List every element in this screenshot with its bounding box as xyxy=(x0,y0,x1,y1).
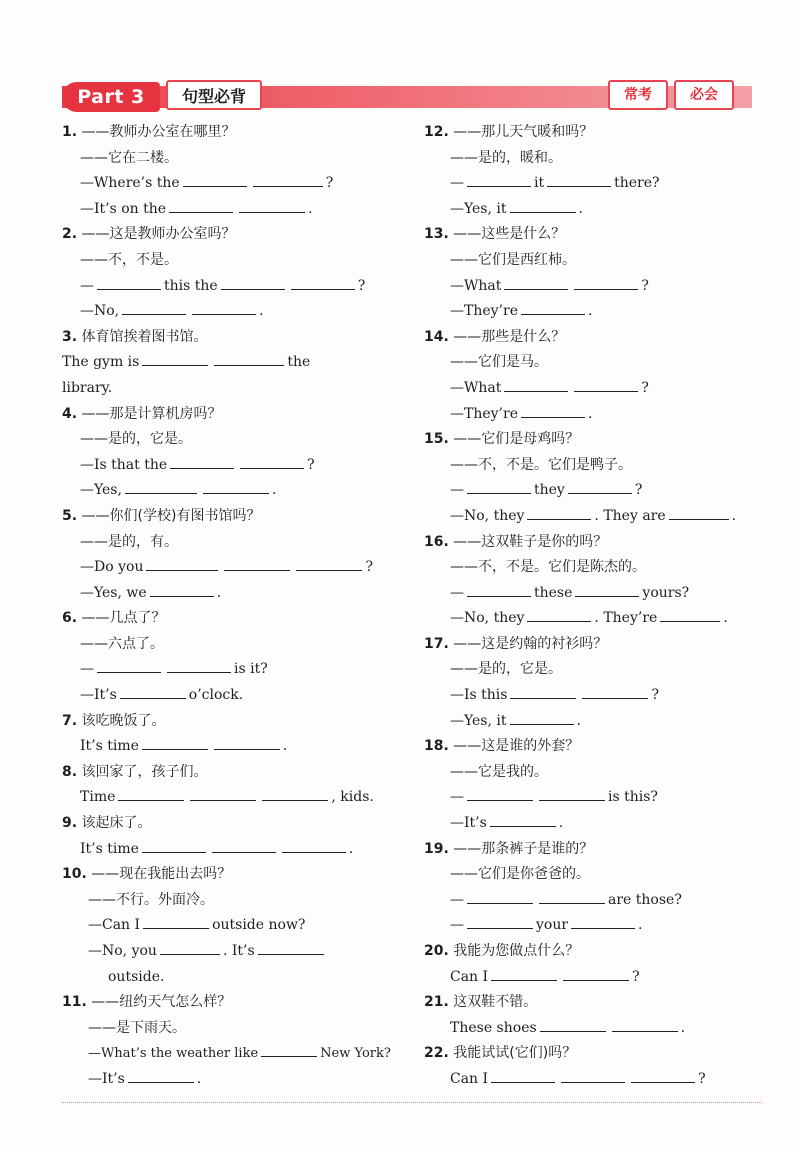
footer-divider xyxy=(62,1102,762,1103)
text: — xyxy=(80,277,94,294)
blank[interactable] xyxy=(467,582,531,597)
question-7 xyxy=(62,709,407,735)
question-18 xyxy=(424,734,764,760)
blank[interactable] xyxy=(575,582,639,597)
question-20 xyxy=(424,939,764,965)
english-line xyxy=(424,683,764,709)
question-prompt: ——这是约翰的衬衫吗？ xyxy=(453,635,608,652)
text: these xyxy=(534,584,573,601)
question-prompt: 这双鞋不错。 xyxy=(453,994,538,1011)
english-line xyxy=(62,478,407,504)
text: —Do you xyxy=(80,559,144,576)
blank[interactable] xyxy=(261,1042,317,1057)
blank[interactable] xyxy=(97,658,161,673)
text: . xyxy=(680,1019,686,1036)
question-prompt: 我能试试(它们)吗？ xyxy=(453,1045,577,1062)
text: —It’s xyxy=(88,1070,125,1087)
text: . xyxy=(308,200,313,217)
text: ? xyxy=(325,175,334,192)
english-line xyxy=(424,376,764,402)
text: — xyxy=(450,482,464,499)
answer-line: ——它们是西红柿。 xyxy=(450,251,576,268)
english-line xyxy=(62,1041,407,1067)
blank[interactable] xyxy=(467,172,531,187)
question-prompt: ——纽约天气怎么样？ xyxy=(91,994,232,1011)
english-line xyxy=(424,581,764,607)
text: —It’s xyxy=(450,815,487,832)
blank[interactable] xyxy=(467,914,533,929)
text: . It’s xyxy=(222,943,255,959)
text: it xyxy=(534,175,545,192)
answer-line: ——六点了。 xyxy=(80,635,164,652)
text: New York? xyxy=(320,1046,391,1062)
text: —No, you xyxy=(88,943,157,959)
english-line xyxy=(62,657,407,683)
english-line xyxy=(424,888,764,914)
question-1 xyxy=(62,120,407,146)
blank[interactable] xyxy=(212,838,276,853)
text: These shoes xyxy=(450,1019,537,1036)
answer-line: ——是的，暖和。 xyxy=(450,149,562,166)
answer-line: ——是的，它是。 xyxy=(80,431,192,448)
text: — xyxy=(80,661,94,678)
text: ? xyxy=(357,277,366,294)
blank[interactable] xyxy=(467,479,531,494)
question-15 xyxy=(424,427,764,453)
question-5 xyxy=(62,504,407,530)
blank[interactable] xyxy=(192,300,256,315)
blank[interactable] xyxy=(539,786,605,801)
blank[interactable] xyxy=(240,454,304,469)
question-prompt: ——你们(学校)有图书馆吗？ xyxy=(81,507,261,524)
blank[interactable] xyxy=(170,454,234,469)
blank[interactable] xyxy=(142,735,208,750)
blank[interactable] xyxy=(540,1017,606,1032)
section-header xyxy=(62,80,762,112)
question-number: 15. xyxy=(424,431,449,448)
blank[interactable] xyxy=(467,889,533,904)
text: there? xyxy=(614,175,660,192)
question-prompt: ——那些是什么？ xyxy=(453,328,566,345)
text: , kids. xyxy=(331,789,374,806)
answer-line: ——不，不是。它们是陈杰的。 xyxy=(450,559,646,576)
question-prompt: 我能为您做点什么？ xyxy=(453,943,580,959)
english-line xyxy=(62,785,407,811)
question-21 xyxy=(424,990,764,1016)
question-10 xyxy=(62,862,407,888)
text: —Is that the xyxy=(80,456,168,473)
english-line xyxy=(62,171,407,197)
question-prompt: 该吃晚饭了。 xyxy=(81,712,166,729)
english-line xyxy=(424,1067,764,1093)
blank[interactable] xyxy=(224,556,290,571)
text: —No, they xyxy=(450,507,525,524)
text: ? xyxy=(698,1070,706,1087)
blank[interactable] xyxy=(190,786,256,801)
english-line xyxy=(62,683,407,709)
question-number: 21. xyxy=(424,994,449,1011)
text: It’s time xyxy=(80,840,139,857)
blank[interactable] xyxy=(169,198,233,213)
english-line xyxy=(62,734,407,760)
text: —Yes, it xyxy=(450,200,507,217)
text: — xyxy=(450,584,464,601)
blank[interactable] xyxy=(521,403,585,418)
text: —No, they xyxy=(450,610,525,627)
question-prompt: ——这是谁的外套？ xyxy=(453,738,580,755)
text: . xyxy=(259,303,264,320)
text: Can I xyxy=(450,968,489,985)
text: ? xyxy=(634,482,643,499)
blank[interactable] xyxy=(539,889,605,904)
english-line xyxy=(62,299,407,325)
question-prompt: ——那是计算机房吗？ xyxy=(81,405,222,422)
text: . xyxy=(216,584,222,601)
question-number: 5. xyxy=(62,507,78,524)
text: . xyxy=(576,712,581,729)
question-number: 18. xyxy=(424,738,449,755)
question-number: 16. xyxy=(424,533,449,550)
text: — xyxy=(450,175,464,192)
text: —They’re xyxy=(450,405,518,422)
blank[interactable] xyxy=(660,607,720,622)
english-line xyxy=(62,274,407,300)
text: . xyxy=(558,815,564,832)
question-prompt: 该回家了，孩子们。 xyxy=(81,763,208,780)
text: —No, xyxy=(80,303,120,320)
answer-line: ——是的，有。 xyxy=(80,533,178,550)
blank[interactable] xyxy=(504,275,568,290)
text: o’clock. xyxy=(188,687,244,704)
question-8 xyxy=(62,760,407,786)
blank[interactable] xyxy=(510,198,576,213)
blank[interactable] xyxy=(490,812,556,827)
english-line xyxy=(424,274,764,300)
right-column xyxy=(424,120,764,1093)
english-line xyxy=(424,785,764,811)
question-number: 19. xyxy=(424,840,449,857)
question-prompt: 体育馆挨着图书馆。 xyxy=(81,328,208,345)
blank[interactable] xyxy=(160,940,220,955)
question-prompt: ——现在我能出去吗？ xyxy=(91,866,232,883)
question-number: 13. xyxy=(424,226,449,243)
english-line xyxy=(62,453,407,479)
question-3 xyxy=(62,325,407,351)
blank[interactable] xyxy=(527,505,591,520)
blank[interactable] xyxy=(120,684,186,699)
text: The gym is xyxy=(62,354,140,371)
text: . They’re xyxy=(594,610,658,627)
english-line xyxy=(424,913,764,939)
text: ? xyxy=(365,559,373,576)
blank[interactable] xyxy=(142,838,206,853)
blank[interactable] xyxy=(291,275,355,290)
blank[interactable] xyxy=(582,684,648,699)
text: —Yes, we xyxy=(80,584,147,601)
english-line xyxy=(424,402,764,428)
question-number: 20. xyxy=(424,943,449,959)
blank[interactable] xyxy=(253,172,323,187)
question-prompt: ——这双鞋子是你的吗？ xyxy=(453,533,608,550)
text: —What’s the weather like xyxy=(88,1046,259,1062)
question-number: 8. xyxy=(62,763,78,780)
text: . xyxy=(271,482,277,499)
blank[interactable] xyxy=(504,377,568,392)
english-line: outside. xyxy=(108,968,165,985)
english-line xyxy=(424,965,764,991)
english-line xyxy=(424,504,764,530)
text: —Yes, it xyxy=(450,712,507,729)
blank[interactable] xyxy=(282,838,346,853)
question-prompt: ——这是教师办公室吗？ xyxy=(81,226,236,243)
left-column xyxy=(62,120,407,1093)
blank[interactable] xyxy=(258,940,324,955)
question-prompt: ——那儿天气暖和吗？ xyxy=(453,124,594,140)
text: —Can I xyxy=(88,917,141,934)
blank[interactable] xyxy=(125,479,197,494)
blank[interactable] xyxy=(167,658,231,673)
blank[interactable] xyxy=(521,300,585,315)
blank[interactable] xyxy=(214,351,284,366)
question-number: 4. xyxy=(62,405,78,422)
question-number: 11. xyxy=(62,994,87,1011)
text: the xyxy=(287,354,311,371)
text: are those? xyxy=(608,891,682,908)
text: —Where’s the xyxy=(80,175,180,192)
question-number: 12. xyxy=(424,124,449,140)
english-line xyxy=(424,606,764,632)
blank[interactable] xyxy=(561,1068,625,1083)
blank[interactable] xyxy=(568,479,632,494)
english-line xyxy=(62,555,407,581)
text: . They are xyxy=(594,507,666,524)
english-line xyxy=(62,939,407,965)
blank[interactable] xyxy=(146,556,218,571)
blank[interactable] xyxy=(571,914,635,929)
answer-line: ——不行。外面冷。 xyxy=(88,891,214,908)
text: yours? xyxy=(642,584,690,601)
question-number: 7. xyxy=(62,712,78,729)
answer-line: ——它是我的。 xyxy=(450,763,548,780)
question-number: 6. xyxy=(62,610,78,627)
text: —Yes, xyxy=(80,482,122,499)
english-line xyxy=(62,197,407,223)
text: . xyxy=(587,405,593,422)
blank[interactable] xyxy=(118,786,184,801)
blank[interactable] xyxy=(631,1068,695,1083)
text: . xyxy=(731,507,737,524)
part-label: Part 3 xyxy=(62,82,160,112)
answer-line: ——它们是你爸爸的。 xyxy=(450,866,590,883)
blank[interactable] xyxy=(612,1017,678,1032)
question-prompt: ——它们是母鸡吗？ xyxy=(453,431,580,448)
text: ? xyxy=(641,379,649,396)
blank[interactable] xyxy=(262,786,328,801)
question-number: 2. xyxy=(62,226,78,243)
answer-line: ——它们是马。 xyxy=(450,354,548,371)
text: —Is this xyxy=(450,687,508,704)
text: your xyxy=(536,917,569,934)
text: . xyxy=(196,1070,202,1087)
question-number: 9. xyxy=(62,815,78,832)
text: ? xyxy=(641,277,649,294)
blank[interactable] xyxy=(491,966,557,981)
question-14 xyxy=(424,325,764,351)
question-number: 1. xyxy=(62,124,78,140)
question-2 xyxy=(62,222,407,248)
blank[interactable] xyxy=(574,377,638,392)
text: Time xyxy=(80,789,116,806)
blank[interactable] xyxy=(97,275,161,290)
text: . xyxy=(348,840,354,857)
tag-must-know: 必会 xyxy=(674,80,734,110)
answer-line: ——不，不是。它们是鸭子。 xyxy=(450,456,632,473)
blank[interactable] xyxy=(669,505,729,520)
english-line xyxy=(424,299,764,325)
blank[interactable] xyxy=(239,198,305,213)
question-13 xyxy=(424,222,764,248)
english-line xyxy=(424,197,764,223)
blank[interactable] xyxy=(122,300,186,315)
text: ? xyxy=(651,687,659,704)
english-line xyxy=(62,913,407,939)
question-12 xyxy=(424,120,764,146)
blank[interactable] xyxy=(150,582,214,597)
section-title: 句型必背 xyxy=(166,80,262,110)
tag-frequently-tested: 常考 xyxy=(608,80,668,110)
text: . xyxy=(587,303,593,320)
blank[interactable] xyxy=(510,710,574,725)
blank[interactable] xyxy=(563,966,629,981)
text: is it? xyxy=(234,661,268,678)
answer-line: ——是下雨天。 xyxy=(88,1019,186,1036)
question-11 xyxy=(62,990,407,1016)
blank[interactable] xyxy=(491,1068,555,1083)
english-line xyxy=(62,837,407,863)
english-line xyxy=(424,709,764,735)
text: —It’s xyxy=(80,687,117,704)
answer-line: ——它在二楼。 xyxy=(80,149,178,166)
question-prompt: 该起床了。 xyxy=(81,815,152,832)
question-19 xyxy=(424,837,764,863)
english-line xyxy=(62,581,407,607)
text: they xyxy=(534,482,565,499)
text: this the xyxy=(164,277,218,294)
text: — xyxy=(450,891,464,908)
text: Can I xyxy=(450,1070,489,1087)
question-22 xyxy=(424,1041,764,1067)
question-prompt: ——教师办公室在哪里？ xyxy=(81,124,236,140)
question-prompt: ——那条裤子是谁的？ xyxy=(453,840,594,857)
text: —What xyxy=(450,379,502,396)
text: is this? xyxy=(608,789,658,806)
question-9 xyxy=(62,811,407,837)
blank[interactable] xyxy=(510,684,576,699)
text: —What xyxy=(450,277,502,294)
blank[interactable] xyxy=(203,479,269,494)
blank[interactable] xyxy=(143,914,209,929)
english-line xyxy=(424,478,764,504)
answer-line: ——不，不是。 xyxy=(80,251,178,268)
english-line xyxy=(62,350,407,376)
text: . xyxy=(638,917,643,934)
question-number: 10. xyxy=(62,866,87,883)
text: It’s time xyxy=(80,738,139,755)
text: outside now? xyxy=(212,917,306,934)
english-line xyxy=(424,171,764,197)
text: — xyxy=(450,789,464,806)
blank[interactable] xyxy=(467,786,533,801)
question-number: 17. xyxy=(424,635,449,652)
blank[interactable] xyxy=(183,172,247,187)
question-17 xyxy=(424,632,764,658)
blank[interactable] xyxy=(574,275,638,290)
blank[interactable] xyxy=(296,556,362,571)
blank[interactable] xyxy=(128,1068,194,1083)
text: ? xyxy=(632,968,640,985)
text: —They’re xyxy=(450,303,518,320)
english-line xyxy=(62,1067,407,1093)
english-line xyxy=(424,1016,764,1042)
text: . xyxy=(723,610,728,627)
question-4 xyxy=(62,402,407,428)
english-line xyxy=(424,811,764,837)
question-number: 14. xyxy=(424,328,449,345)
text: —It’s on the xyxy=(80,200,167,217)
blank[interactable] xyxy=(527,607,591,622)
blank[interactable] xyxy=(547,172,611,187)
text: ? xyxy=(307,456,315,473)
question-prompt: ——几点了？ xyxy=(81,610,166,627)
question-number: 3. xyxy=(62,328,78,345)
text: — xyxy=(450,917,464,934)
question-6 xyxy=(62,606,407,632)
text: . xyxy=(578,200,583,217)
blank[interactable] xyxy=(221,275,285,290)
question-prompt: ——这些是什么？ xyxy=(453,226,566,243)
answer-line: ——是的，它是。 xyxy=(450,661,562,678)
english-line: library. xyxy=(62,379,113,396)
text: . xyxy=(282,738,288,755)
question-number: 22. xyxy=(424,1045,449,1062)
blank[interactable] xyxy=(142,351,208,366)
question-16 xyxy=(424,530,764,556)
blank[interactable] xyxy=(214,735,280,750)
